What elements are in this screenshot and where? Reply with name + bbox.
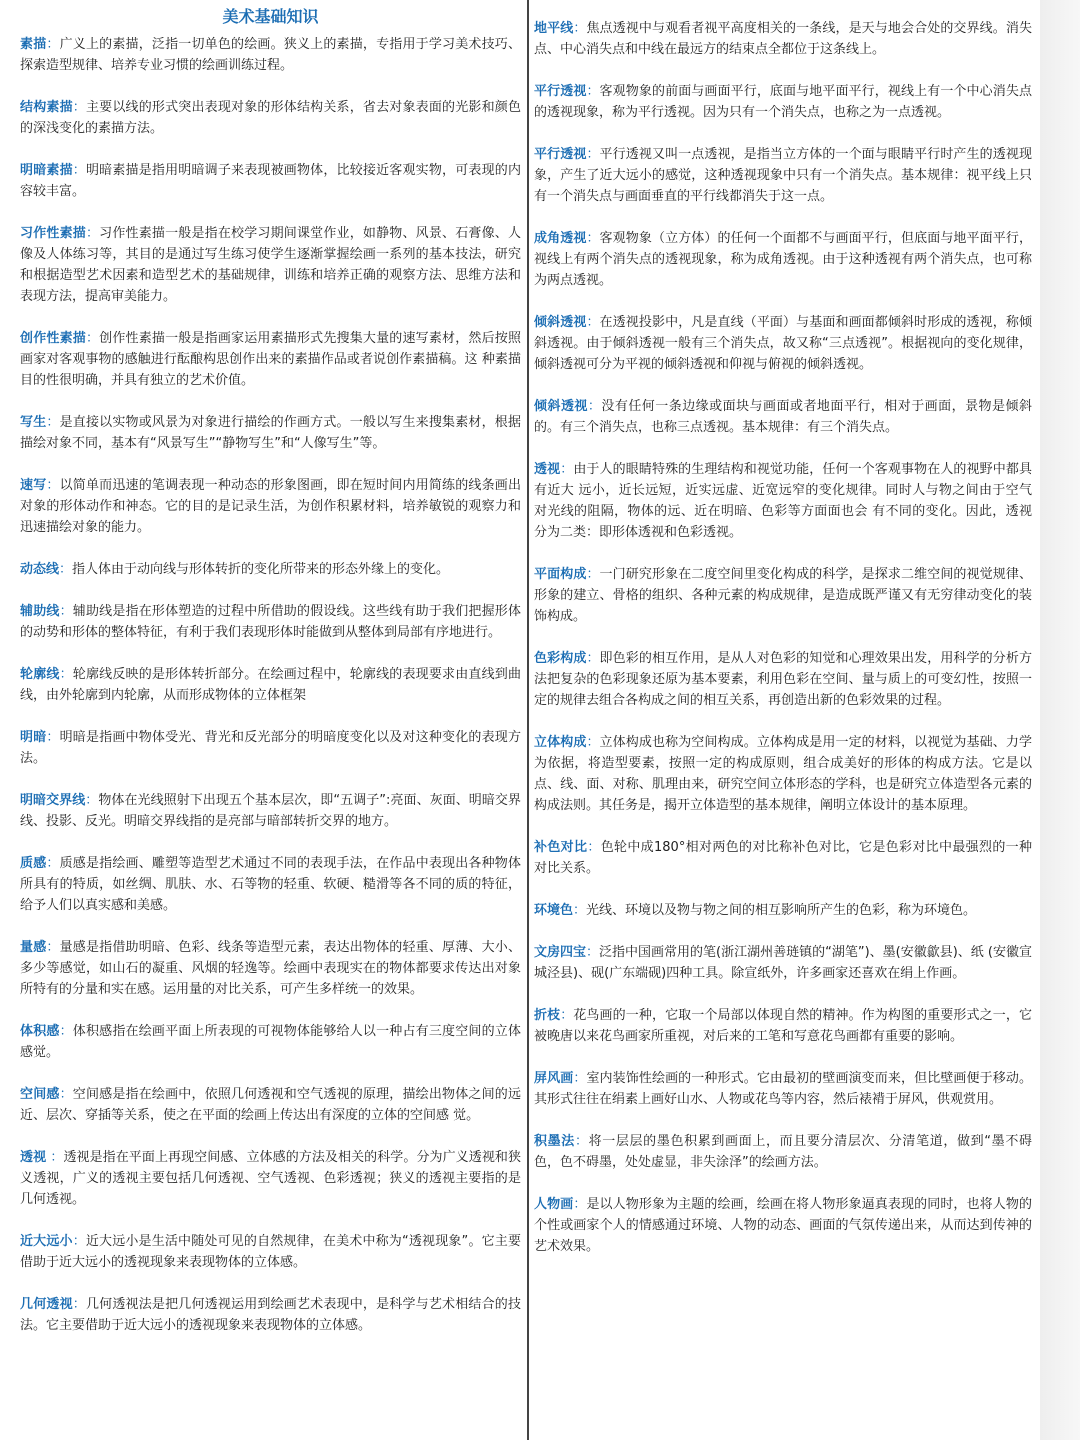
- entry-term: 轮廓线: [20, 667, 60, 682]
- entry-definition: 主要以线的形式突出表现对象的形体结构关系，省去对象表面的光影和颜色的深浅变化的素描方法。: [20, 100, 521, 136]
- glossary-entry: [534, 900, 1032, 921]
- entry-definition: 透视是指在平面上再现空间感、立体感的方法及相关的科学。分为广义透视和狭义透视，广义的透视主要包括几何透视、空气透视、色彩透视；狭义的透视主要指的是几何透视。: [20, 1150, 521, 1207]
- entry-separator: ：: [586, 315, 600, 330]
- entry-definition: 是以人物形象为主题的绘画，绘画在将人物形象逼真表现的同时，也将人物的个性或画家个人的情感通过环境、人物的动态、画面的气氛传递出来，从而达到传神的艺术效果。: [534, 1197, 1032, 1254]
- entry-term: 倾斜透视: [534, 315, 587, 330]
- entry-separator: ：: [586, 735, 600, 750]
- entry-term: 透视: [20, 1150, 47, 1165]
- entry-separator: ：: [574, 1134, 589, 1149]
- glossary-entry: [20, 1084, 521, 1126]
- entry-definition: 广义上的素描，泛指一切单色的绘画。狭义上的素描，专指用于学习美术技巧、探索造型规律、培养专业习惯的绘画训练过程。: [20, 37, 521, 73]
- entry-term: 屏风画: [534, 1071, 574, 1086]
- entry-definition: 轮廓线反映的是形体转折部分。在绘画过程中，轮廓线的表现要求由直线到曲线，由外轮廓到内轮廓，从而形成物体的立体框架: [20, 667, 521, 703]
- glossary-entry: [20, 97, 521, 139]
- entry-definition: 几何透视法是把几何透视运用到绘画艺术表现中，是科学与艺术相结合的技法。它主要借助于近大远小的透视现象来表现物体的立体感。: [20, 1297, 521, 1333]
- entry-term: 倾斜透视: [534, 399, 588, 414]
- entry-separator: ：: [46, 478, 60, 493]
- entry-separator: ：: [46, 415, 60, 430]
- entry-definition: 辅助线是指在形体塑造的过程中所借助的假设线。这些线有助于我们把握形体的动势和形体的整体特征，有利于我们表现形体时能做到从整体到局部有序地进行。: [20, 604, 521, 640]
- entry-term: 透视: [534, 462, 561, 477]
- entry-term: 人物画: [534, 1197, 574, 1212]
- entry-term: 素描: [20, 37, 47, 52]
- glossary-entry: [534, 228, 1032, 291]
- entry-definition: 在透视投影中，凡是直线（平面）与基面和画面都倾斜时形成的透视，称倾斜透视。由于倾斜透视一般有三个消失点，故又称“三点透视”。根据视向的变化规律，倾斜透视可分为平视的倾斜透视和仰视与俯视的倾斜透视。: [534, 315, 1032, 372]
- entry-definition: 量感是指借助明暗、色彩、线条等造型元素，表达出物体的轻重、厚薄、大小、多少等感觉，如山石的凝重、风烟的轻逸等。绘画中表现实在的物体都要求传达出对象所特有的分量和实在感。运用量的对比关系，可产生多样统一的效果。: [20, 940, 521, 997]
- entry-definition: 没有任何一条边缘或面块与画面或者地面平行，相对于画面，景物是倾斜的。有三个消失点，也称三点透视。基本规律：有三个消失点。: [534, 399, 1032, 435]
- entry-separator: ：: [59, 667, 73, 682]
- entry-definition: 近大远小是生活中随处可见的自然规律，在美术中称为“透视现象”。它主要借助于近大远小的透视现象来表现物体的立体感。: [20, 1234, 521, 1270]
- entry-separator: ：: [573, 1197, 587, 1212]
- entry-term: 量感: [20, 940, 47, 955]
- entry-definition: 由于人的眼睛特殊的生理结构和视觉功能，任何一个客观事物在人的视野中都具有近大 远小，近长远短，近实远虚、近宽远窄的变化规律。同时人与物之间由于空气对光线的阻隔，物体的远、近在明暗、色彩等方面面也会 有不同的变化。因此，透视分为二类：即形体透视和色彩透视。: [534, 462, 1032, 540]
- entry-separator: ：: [59, 562, 73, 577]
- entry-separator: ：: [72, 163, 86, 178]
- entry-term: 立体构成: [534, 735, 587, 750]
- entry-separator: ：: [586, 84, 600, 99]
- entry-term: 补色对比: [534, 840, 588, 855]
- entry-term: 几何透视: [20, 1297, 73, 1312]
- glossary-entry: [534, 1131, 1032, 1173]
- entry-term: 写生: [20, 415, 47, 430]
- entry-term: 动态线: [20, 562, 60, 577]
- glossary-entry: [20, 160, 521, 202]
- entry-separator: ：: [46, 1150, 64, 1165]
- entry-separator: ：: [59, 1087, 73, 1102]
- entry-definition: 创作性素描一般是指画家运用素描形式先搜集大量的速写素材，然后按照画家对客观事物的感触进行酝酿构思创作出来的素描作品或者说创作素描稿。这 种素描目的性很明确，并具有独立的艺术价值。: [20, 331, 521, 388]
- entry-separator: ：: [72, 1234, 86, 1249]
- entry-definition: 习作性素描一般是指在校学习期间课堂作业，如静物、风景、石膏像、人像及人体练习等，其目的是通过写生练习使学生逐渐掌握绘画一系列的基本技法，研究和根据造型艺术因素和造型艺术的基础规律，训练和培养正确的观察方法、思维方法和表现方法，提高审美能力。: [20, 226, 521, 304]
- entry-term: 平面构成: [534, 567, 587, 582]
- entry-term: 地平线: [534, 21, 574, 36]
- entry-separator: ：: [560, 1008, 574, 1023]
- glossary-entry: [20, 601, 521, 643]
- right-column: [529, 0, 1040, 1440]
- entry-term: 平行透视: [534, 147, 587, 162]
- entry-separator: ：: [586, 147, 600, 162]
- glossary-entry: [20, 412, 521, 454]
- entry-term: 空间感: [20, 1087, 60, 1102]
- glossary-entry: [534, 942, 1032, 984]
- glossary-entry: [534, 396, 1032, 438]
- entry-term: 文房四宝: [534, 945, 587, 960]
- entry-definition: 是直接以实物或风景为对象进行描绘的作画方式。一般以写生来搜集素材，根据描绘对象不同，基本有“风景写生”“静物写生”和“人像写生”等。: [20, 415, 521, 451]
- entry-definition: 室内装饰性绘画的一种形式。它由最初的壁画演变而来，但比壁画便于移动。其形式往往在绢素上画好山水、人物或花鸟等内容，然后裱褙于屏风，供观赏用。: [534, 1071, 1032, 1107]
- page-title: 美术基础知识: [222, 7, 319, 26]
- entry-term: 明暗交界线: [20, 793, 86, 808]
- entry-separator: ：: [573, 21, 587, 36]
- glossary-entry: [534, 144, 1032, 207]
- glossary-entry: [20, 937, 521, 1000]
- glossary-entry: [534, 648, 1032, 711]
- entry-definition: 以简单而迅速的笔调表现一种动态的形象图画，即在短时间内用简练的线条画出对象的形体动作和神态。它的目的是记录生活，为创作积累材料，培养敏锐的观察力和迅速描绘对象的能力。: [20, 478, 521, 535]
- glossary-entry: [20, 1147, 521, 1210]
- entry-separator: ：: [72, 1297, 86, 1312]
- entry-term: 创作性素描: [20, 331, 86, 346]
- entry-separator: ：: [587, 840, 601, 855]
- glossary-entry: [20, 1231, 521, 1273]
- glossary-entry: [534, 1005, 1032, 1047]
- left-column: [0, 0, 527, 1440]
- entry-separator: ：: [85, 331, 100, 346]
- entry-term: 平行透视: [534, 84, 587, 99]
- left-entry-list: [20, 34, 521, 1336]
- entry-separator: ：: [560, 462, 574, 477]
- glossary-entry: [534, 312, 1032, 375]
- entry-separator: ：: [573, 903, 587, 918]
- entry-term: 结构素描: [20, 100, 73, 115]
- entry-separator: ：: [46, 940, 60, 955]
- entry-term: 色彩构成: [534, 651, 587, 666]
- entry-term: 成角透视: [534, 231, 587, 246]
- glossary-entry: [20, 727, 521, 769]
- entry-definition: 将一层层的墨色积累到画面上，而且要分清层次、分清笔道，做到“墨不碍色，色不碍墨，处处虚显，非失涂泽”的绘画方法。: [534, 1134, 1032, 1170]
- entry-term: 体积感: [20, 1024, 60, 1039]
- entry-term: 辅助线: [20, 604, 60, 619]
- entry-definition: 物体在光线照射下出现五个基本层次，即“五调子”:亮面、灰面、明暗交界线、投影、反光。明暗交界线指的是亮部与暗部转折交界的地方。: [20, 793, 521, 829]
- entry-term: 习作性素描: [20, 226, 86, 241]
- entry-separator: ：: [59, 604, 73, 619]
- glossary-entry: [20, 1021, 521, 1063]
- entry-separator: ：: [586, 231, 600, 246]
- entry-separator: ：: [586, 567, 600, 582]
- entry-separator: ：: [46, 856, 60, 871]
- entry-definition: 光线、环境以及物与物之间的相互影响所产生的色彩，称为环境色。: [586, 903, 977, 918]
- entry-term: 速写: [20, 478, 47, 493]
- entry-separator: ：: [586, 945, 600, 960]
- entry-definition: 空间感是指在绘画中，依照几何透视和空气透视的原理，描绘出物体之间的远近、层次、穿插等关系，使之在平面的绘画上传达出有深度的立体的空间感 觉。: [20, 1087, 521, 1123]
- entry-separator: ：: [46, 37, 60, 52]
- entry-definition: 色轮中成180°相对两色的对比称补色对比，它是色彩对比中最强烈的一种对比关系。: [534, 840, 1032, 876]
- glossary-entry: [20, 559, 521, 580]
- glossary-entry: [20, 328, 521, 391]
- entry-term: 明暗: [20, 730, 47, 745]
- entry-definition: 平行透视又叫一点透视，是指当立方体的一个面与眼睛平行时产生的透视现象，产生了近大远小的感觉，这种透视现象中只有一个消失点。基本规律：视平线上只有一个消失点与画面垂直的平行线都消失于这一点。: [534, 147, 1032, 204]
- glossary-entry: [20, 475, 521, 538]
- entry-term: 明暗素描: [20, 163, 73, 178]
- page-edge: [1040, 0, 1080, 1440]
- entry-term: 近大远小: [20, 1234, 73, 1249]
- entry-definition: 指人体由于动向线与形体转折的变化所带来的形态外缘上的变化。: [72, 562, 450, 577]
- entry-term: 环境色: [534, 903, 574, 918]
- glossary-entry: [534, 732, 1032, 816]
- entry-separator: ：: [573, 1071, 587, 1086]
- entry-definition: 焦点透视中与观看者视平高度相关的一条线，是天与地会合处的交界线。消失点、中心消失点和中线在最远方的结束点全都位于这条线上。: [534, 21, 1032, 57]
- glossary-entry: [534, 1068, 1032, 1110]
- entry-separator: ：: [587, 399, 602, 414]
- entry-definition: 客观物象（立方体）的任何一个面都不与画面平行，但底面与地平面平行，视线上有两个消失点的透视现象，称为成角透视。由于这种透视有两个消失点，也可称为两点透视。: [534, 231, 1032, 288]
- entry-separator: ：: [85, 793, 99, 808]
- entry-definition: 泛指中国画常用的笔(浙江湖州善琏镇的“湖笔”)、墨(安徽歙县)、纸 (安徽宣城泾县)、砚(广东端砚)四种工具。除宣纸外，许多画家还喜欢在绢上作画。: [534, 945, 1032, 981]
- entry-definition: 客观物象的前面与画面平行，底面与地平面平行，视线上有一个中心消失点的透视现象，称为平行透视。因为只有一个消失点，也称之为一点透视。: [534, 84, 1032, 120]
- entry-term: 折枝: [534, 1008, 561, 1023]
- entry-separator: ：: [72, 100, 86, 115]
- glossary-entry: [534, 18, 1032, 60]
- glossary-entry: [20, 790, 521, 832]
- entry-definition: 明暗素描是指用明暗调子来表现被画物体，比较接近客观实物，可表现的内容较丰富。: [20, 163, 521, 199]
- entry-separator: ：: [46, 730, 60, 745]
- entry-definition: 明暗是指画中物体受光、背光和反光部分的明暗度变化以及对这种变化的表现方法。: [20, 730, 521, 766]
- entry-term: 质感: [20, 856, 47, 871]
- entry-separator: ：: [586, 651, 600, 666]
- entry-definition: 花鸟画的一种，它取一个局部以体现自然的精神。作为构图的重要形式之一，它被晚唐以来花鸟画家所重视，对后来的工笔和写意花鸟画都有重要的影响。: [534, 1008, 1032, 1044]
- glossary-entry: [20, 664, 521, 706]
- glossary-entry: [20, 34, 521, 76]
- glossary-entry: [534, 1194, 1032, 1257]
- right-entry-list: [534, 18, 1032, 1257]
- entry-definition: 即色彩的相互作用，是从人对色彩的知觉和心理效果出发，用科学的分析方法把复杂的色彩现象还原为基本要素，利用色彩在空间、量与质上的可变幻性，按照一定的规律去组合各构成之间的相互关系，再创造出新的色彩效果的过程。: [534, 651, 1032, 708]
- glossary-entry: [534, 81, 1032, 123]
- entry-definition: 体积感指在绘画平面上所表现的可视物体能够给人以一种占有三度空间的立体感觉。: [20, 1024, 521, 1060]
- glossary-entry: [20, 1294, 521, 1336]
- entry-definition: 质感是指绘画、雕塑等造型艺术通过不同的表现手法，在作品中表现出各种物体所具有的特质，如丝绸、肌肤、水、石等物的轻重、软硬、糙滑等各不同的质的特征，给予人们以真实感和美感。: [20, 856, 521, 913]
- entry-separator: ：: [85, 226, 100, 241]
- glossary-entry: [20, 853, 521, 916]
- glossary-entry: [534, 564, 1032, 627]
- glossary-entry: [534, 837, 1032, 879]
- entry-definition: 一门研究形象在二度空间里变化构成的科学，是探求二维空间的视觉规律、形象的建立、骨格的组织、各种元素的构成规律，是造成既严谨又有无穷律动变化的装饰构成。: [534, 567, 1032, 624]
- entry-term: 积墨法: [534, 1134, 575, 1149]
- glossary-entry: [20, 223, 521, 307]
- entry-definition: 立体构成也称为空间构成。立体构成是用一定的材料，以视觉为基础、力学为依据，将造型要素，按照一定的构成原则，组合成美好的形体的构成方法。它是以点、线、面、对称、肌理由来，研究空间立体形态的学科，也是研究立体造型各元素的构成法则。其任务是，揭开立体造型的基本规律，阐明立体设计的基本原理。: [534, 735, 1032, 813]
- entry-separator: ：: [59, 1024, 73, 1039]
- glossary-entry: [534, 459, 1032, 543]
